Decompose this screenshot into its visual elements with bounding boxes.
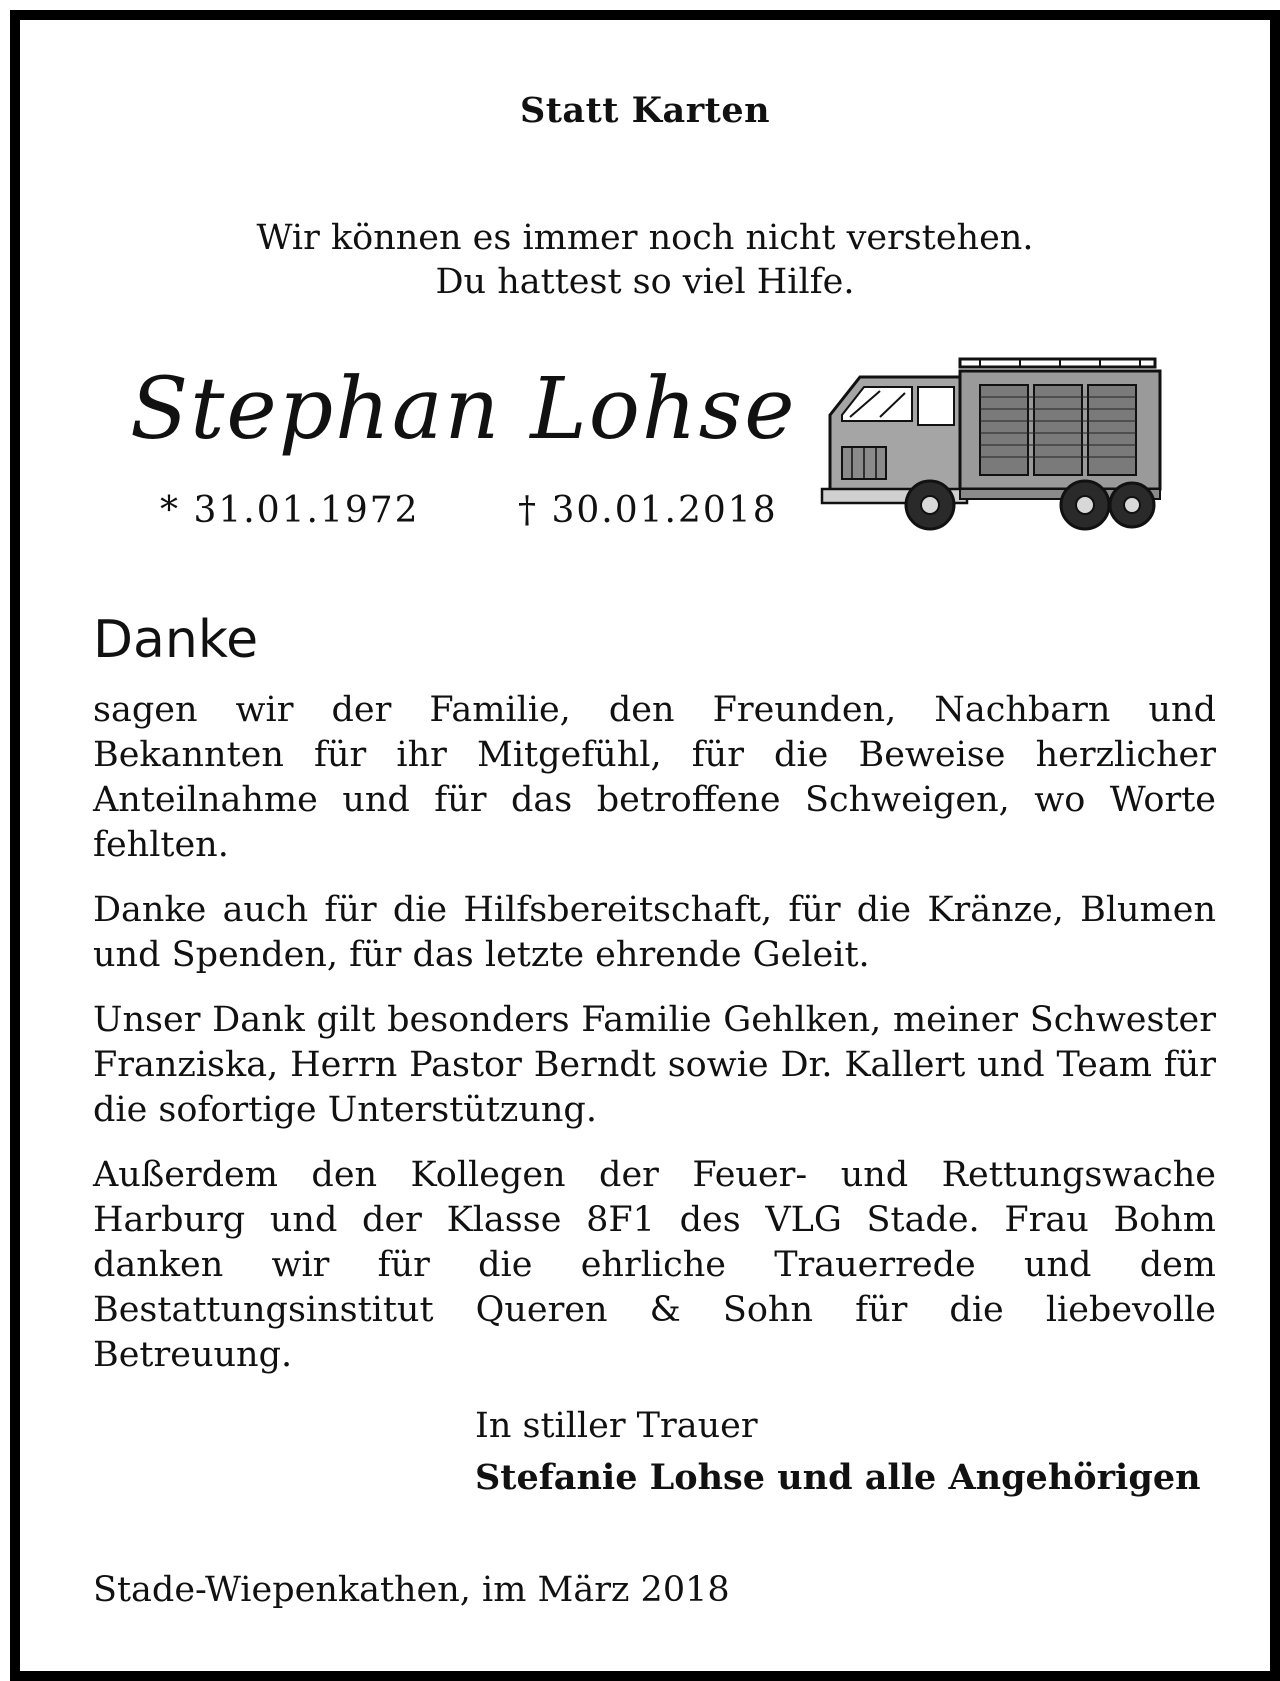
thanks-paragraph: Danke auch für die Hilfsbereitschaft, für die Kränze, Blumen und Spenden, für das letzte ehrende Geleit. bbox=[93, 890, 1216, 975]
place-date: Stade-Wiepenkathen, im März 2018 bbox=[93, 1570, 730, 1610]
verse bbox=[20, 216, 1270, 304]
verse-line-1: Wir können es immer noch nicht verstehen. bbox=[256, 218, 1034, 258]
thanks-body bbox=[93, 688, 1216, 1398]
danke-heading: Danke bbox=[93, 610, 259, 670]
verse-line-2: Du hattest so viel Hilfe. bbox=[435, 262, 855, 302]
life-dates bbox=[160, 490, 778, 531]
signers: Stefanie Lohse und alle Angehörigen bbox=[475, 1457, 1201, 1498]
death-date: † 30.01.2018 bbox=[518, 490, 778, 531]
thanks-paragraph: Außerdem den Kollegen der Feuer- und Rettungswache Harburg und der Klasse 8F1 des VLG Stade. Frau Bohm danken wir für die ehrliche Trauerrede und dem Bestattungsinstitut Queren & Sohn für die liebevolle Betreuung. bbox=[93, 1155, 1216, 1375]
birth-date: * 31.01.1972 bbox=[160, 490, 420, 531]
fire-truck-icon bbox=[820, 355, 1165, 545]
obituary-card bbox=[10, 10, 1280, 1681]
thanks-paragraph: Unser Dank gilt besonders Familie Gehlken, meiner Schwester Franziska, Herrn Pastor Berndt sowie Dr. Kallert und Team für die sofortige Unterstützung. bbox=[93, 1000, 1216, 1130]
deceased-name: Stephan Lohse bbox=[130, 360, 797, 459]
closing-line: In stiller Trauer bbox=[475, 1406, 758, 1446]
statt-karten-header: Statt Karten bbox=[519, 90, 771, 131]
closing bbox=[475, 1400, 1201, 1504]
thanks-paragraph: sagen wir der Familie, den Freunden, Nachbarn und Bekannten für ihr Mitgefühl, für die Beweise herzlicher Anteilnahme und für das betroffene Schweigen, wo Worte fehlten. bbox=[93, 690, 1216, 865]
